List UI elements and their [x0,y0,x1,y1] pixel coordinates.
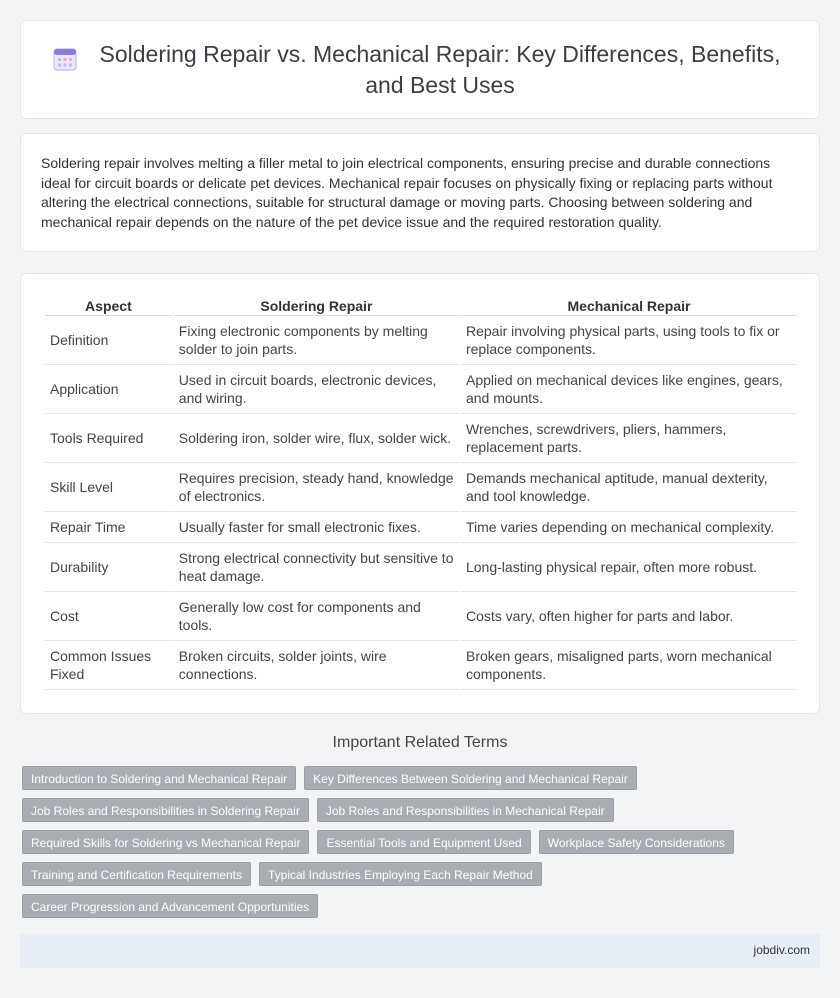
table-row [45,414,797,463]
related-terms-title: Important Related Terms [332,734,508,751]
soldering-cell: Fixing electronic components by melting solder to join parts. [174,316,459,365]
table-row [45,641,797,690]
related-term-tag[interactable]: Job Roles and Responsibilities in Mechanical Repair [317,798,614,822]
table-header-row [45,294,797,316]
intro-paragraph: Soldering repair involves melting a filler metal to join electrical components, ensuring precise and durable connections ideal for circuit boards or delicate pet devices. Mechanical repair focuses on physically fixing or replacing parts without altering the electrical connections, suitable for structural damage or moving parts. Choosing between soldering and mechanical repair depends on the nature of the pet device issue and the required restoration quality. [41,155,773,230]
page-title: Soldering Repair vs. Mechanical Repair: Key Differences, Benefits, and Best Uses [99,40,781,98]
table-row [45,543,797,592]
soldering-cell: Generally low cost for components and tools. [174,592,459,641]
related-terms-list [22,766,802,918]
related-term-tag[interactable]: Job Roles and Responsibilities in Soldering Repair [22,798,309,822]
table-row [45,463,797,512]
column-header-mechanical: Mechanical Repair [461,294,797,316]
aspect-cell: Cost [45,592,172,641]
mechanical-cell: Demands mechanical aptitude, manual dexterity, and tool knowledge. [461,463,797,512]
related-term-tag[interactable]: Training and Certification Requirements [22,862,251,886]
aspect-cell: Common Issues Fixed [45,641,172,690]
table-row [45,316,797,365]
footer [20,934,820,968]
soldering-cell: Used in circuit boards, electronic devices, and wiring. [174,365,459,414]
table-row [45,592,797,641]
soldering-cell: Broken circuits, solder joints, wire connections. [174,641,459,690]
mechanical-cell: Time varies depending on mechanical complexity. [461,512,797,543]
header-card [20,20,820,119]
soldering-cell: Soldering iron, solder wire, flux, solder wick. [174,414,459,463]
aspect-cell: Repair Time [45,512,172,543]
aspect-cell: Durability [45,543,172,592]
soldering-cell: Requires precision, steady hand, knowledge of electronics. [174,463,459,512]
aspect-cell: Application [45,365,172,414]
related-term-tag[interactable]: Typical Industries Employing Each Repair Method [259,862,542,886]
related-term-tag[interactable]: Career Progression and Advancement Opportunities [22,894,318,918]
related-term-tag[interactable]: Workplace Safety Considerations [539,830,734,854]
related-term-tag[interactable]: Required Skills for Soldering vs Mechanical Repair [22,830,309,854]
mechanical-cell: Broken gears, misaligned parts, worn mechanical components. [461,641,797,690]
aspect-cell: Definition [45,316,172,365]
related-term-tag[interactable]: Introduction to Soldering and Mechanical Repair [22,766,296,790]
comparison-card [20,273,820,714]
column-header-soldering: Soldering Repair [174,294,459,316]
mechanical-cell: Applied on mechanical devices like engines, gears, and mounts. [461,365,797,414]
soldering-cell: Usually faster for small electronic fixes. [174,512,459,543]
mechanical-cell: Long-lasting physical repair, often more robust. [461,543,797,592]
mechanical-cell: Wrenches, screwdrivers, pliers, hammers, replacement parts. [461,414,797,463]
related-term-tag[interactable]: Essential Tools and Equipment Used [317,830,530,854]
intro-card [20,133,820,252]
related-term-tag[interactable]: Key Differences Between Soldering and Mechanical Repair [304,766,637,790]
table-row [45,365,797,414]
comparison-table [43,294,799,690]
aspect-cell: Skill Level [45,463,172,512]
mechanical-cell: Costs vary, often higher for parts and labor. [461,592,797,641]
mechanical-cell: Repair involving physical parts, using tools to fix or replace components. [461,316,797,365]
footer-site-link[interactable]: jobdiv.com [753,943,810,957]
column-header-aspect: Aspect [45,294,172,316]
soldering-cell: Strong electrical connectivity but sensitive to heat damage. [174,543,459,592]
table-row [45,512,797,543]
aspect-cell: Tools Required [45,414,172,463]
